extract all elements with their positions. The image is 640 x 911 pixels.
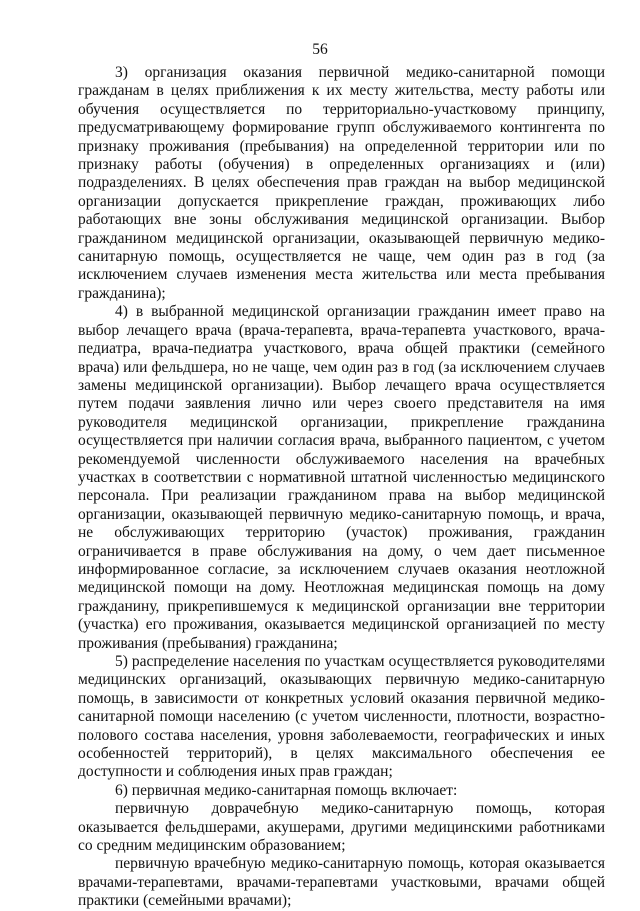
paragraph-item-5: 5) распределение населения по участкам осуществляется руководителями медицинских организаций, оказывающих первичную медико-санитарную помощь, в зависимости от конкретных условий оказания первичной медико-санитарной помощи населению (с учетом численности, плотности, возрастно-полового состава населения, уровня заболеваемости, географических и иных особенностей территорий), в целях максимального обеспечения ее доступности и соблюдения иных прав граждан; <box>78 653 605 781</box>
document-body <box>78 64 605 911</box>
paragraph-item-4: 4) в выбранной медицинской организации гражданин имеет право на выбор лечащего врача (врача-терапевта, врача-терапевта участкового, врача-педиатра, врача-педиатра участкового, врача общей практики (семейного врача) или фельдшера, но не чаще, чем один раз в год (за исключением случаев замены медицинской организации). Выбор лечащего врача осуществляется путем подачи заявления лично или через своего представителя на имя руководителя медицинской организации, прикрепление гражданина осуществляется при наличии согласия врача, выбранного пациентом, с учетом рекомендуемой численности обслуживаемого населения на врачебных участках в соответствии с нормативной штатной численностью медицинского персонала. При реализации гражданином права на выбор медицинской организации, оказывающей первичную медико-санитарную помощь, и врача, не обслуживающих территорию (участок) проживания, гражданин ограничивается в праве обслуживания на дому, о чем дает письменное информированное согласие, за исключением случаев оказания неотложной медицинской помощи на дому. Неотложная медицинская помощь на дому гражданину, прикрепившемуся к медицинской организации вне территории (участка) его проживания, оказывается медицинской организацией по месту проживания (пребывания) гражданина; <box>78 303 605 652</box>
paragraph-medical-care: первичную врачебную медико-санитарную помощь, которая оказывается врачами-терапевтами, врачами-терапевтами участковыми, врачами общей практики (семейными врачами); <box>78 855 605 910</box>
page-number: 56 <box>312 41 328 58</box>
paragraph-item-6: 6) первичная медико-санитарная помощь включает: <box>115 781 458 799</box>
paragraph-pre-medical-care: первичную доврачебную медико-санитарную помощь, которая оказывается фельдшерами, акушерами, другими медицинскими работниками со средним медицинским образованием; <box>78 800 605 855</box>
paragraph-item-3: 3) организация оказания первичной медико-санитарной помощи гражданам в целях приближения к их месту жительства, месту работы или обучения осуществляется по территориально-участковому принципу, предусматривающему формирование групп обслуживаемого контингента по признаку проживания (пребывания) на определенной территории или по признаку работы (обучения) в определенных организациях и (или) подразделениях. В целях обеспечения прав граждан на выбор медицинской организации допускается прикрепление граждан, проживающих либо работающих вне зоны обслуживания медицинской организации. Выбор гражданином медицинской организации, оказывающей первичную медико-санитарную помощь, осуществляется не чаще, чем один раз в год (за исключением случаев изменения места жительства или места пребывания гражданина); <box>78 64 605 302</box>
